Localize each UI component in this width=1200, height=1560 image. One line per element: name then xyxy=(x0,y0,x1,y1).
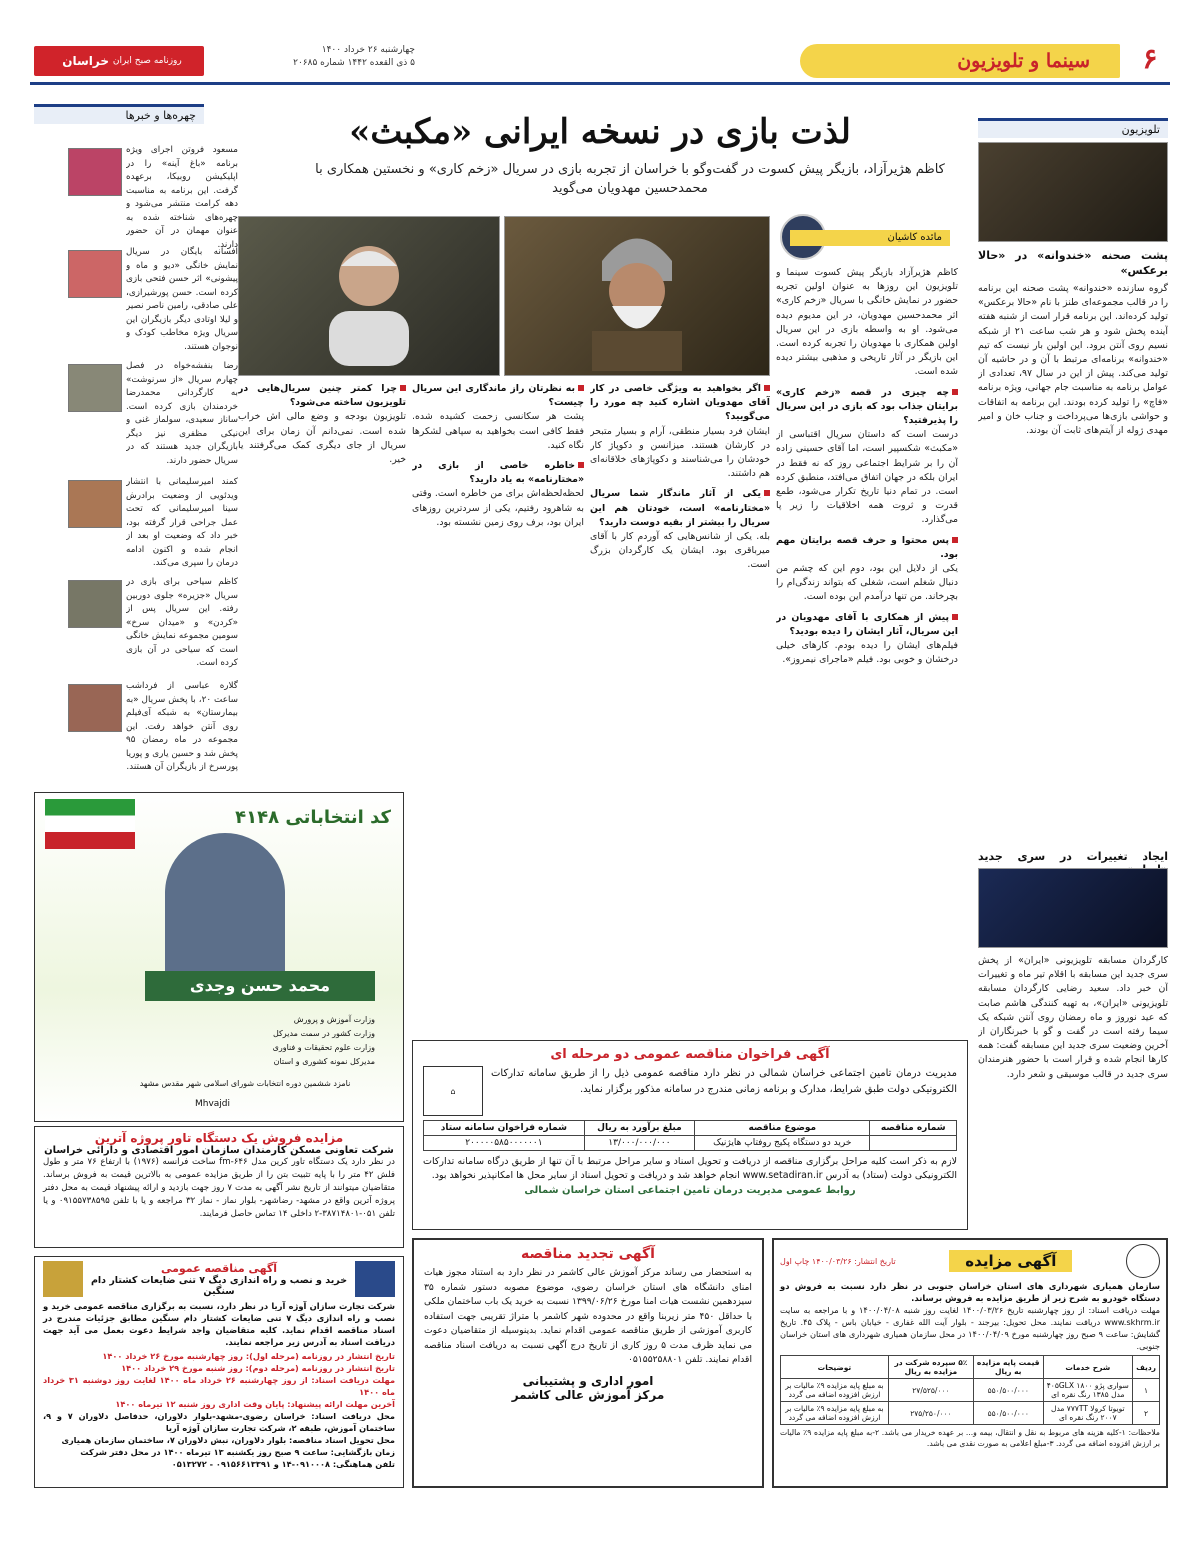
ad-footer: لازم به ذکر است کلیه مراحل برگزاری مناقصه از دریافت و تحویل اسناد و سایر مراحل مرتبط با آن تنها از طریق درگاه سامانه تدارکات الکترونیکی دولت (ستاد) به آدرس www.setadiran.ir انجام خواهد شد و دریافت و تحویل اسناد از سایر محل ها امکانپذیر نخواهد بود. xyxy=(423,1156,957,1181)
ad-note: ملاحظات: ۱-کلیه هزینه های مربوط به نقل و انتقال، بیمه و... بر عهده خریدار می باشد. ۲-به مبلغ پایه مزایده ۹٪ مالیات بر ارزش افزوده اضافه می گردد. ۳-مبلغ اعلامی به صورت نقدی می باشد. xyxy=(780,1428,1160,1448)
table-cell: ۱۳/۰۰۰/۰۰۰/۰۰۰ xyxy=(584,1136,694,1151)
photo-hejirazad-portrait xyxy=(238,216,500,376)
table-cell xyxy=(870,1136,957,1151)
author-name: مائده کاشیان xyxy=(887,232,942,243)
candidate-ad xyxy=(34,792,404,1122)
news-item xyxy=(68,576,238,671)
schedule-line: محل دریافت اسناد: خراسان رضوی-مشهد-بلوار دلاوران، حدفاصل دلاوران ۷ و ۹، ساختمان آموزش، طبقه ۲، شرکت تجارت سازان آوژه آریا xyxy=(43,1411,395,1433)
table-cell: ۲۷۵/۲۵۰/۰۰۰ xyxy=(888,1402,973,1425)
brand-logo xyxy=(34,46,204,76)
answer-text: فیلم‌های ایشان را دیده بودم. کارهای خیلی درخشان و خوبی بود. فیلم «ماجرای نیمروز». xyxy=(776,640,958,666)
schedule-line: تاریخ انتشار در روزنامه (مرحله اول): روز چهارشنبه مورخ ۲۶ خرداد ۱۴۰۰ xyxy=(102,1351,395,1361)
brand-name: خراسان xyxy=(62,54,110,68)
news-item xyxy=(68,246,238,354)
question xyxy=(776,534,958,562)
question-text: چه چیزی در قصه «زخم کاری» برایتان جذاب بود که بازی در این سریال را پذیرفتید؟ xyxy=(776,386,958,427)
answer-text: درست است که داستان سریال اقتباسی از «مکبث» شکسپیر است، اما آقای حسینی زاده آن را بر شرایط اجتماعی روز که نه فقط در ایران بلکه در جهان اتفاق می‌افتد، منطبق کرده است. در تمام دنیا تاریخ تکرار می‌شود، طمع قدرت و ثروت همه اخلاقیات را زیر پا می‌گذارد. xyxy=(776,429,958,526)
news-item-text: کاظم سیاحی برای بازی در سریال «جزیره» جلوی دوربین رفته. این سریال پس از «کردن» و «میدان سرخ» سومین مجموعه نمایش خانگی است که سیاحی در آن بازی کرده است. xyxy=(126,577,238,668)
news-item-text: کمند امیرسلیمانی با انتشار ویدئویی از وضعیت برادرش سینا امیرسلیمانی که تحت عمل جراحی قرار گرفته بود، خبر داد که وضعیت او بعد از انجام شده و اکنون ادامه درمان را سپری می‌کند. xyxy=(126,477,238,568)
table-row xyxy=(781,1379,1160,1402)
question-text: پس محتوا و حرف قصه برایتان مهم بود. xyxy=(776,534,958,560)
ad-signature: روابط عمومی مدیریت درمان تامین اجتماعی استان خراسان شمالی xyxy=(524,1185,856,1196)
table-header: قیمت پایه مزایده به ریال xyxy=(973,1356,1043,1379)
ad-body: شرکت تجارت سازان آوژه آریا در نظر دارد، نسبت به برگزاری مناقصه عمومی خرید و نصب و راه اندازی دیگ ۷ تنی ضایعات کشتار دام سنگین مطابق جزئیات مندرج در اسناد مناقصه اقدام نماید. کلیه متقاضیان واجد شرایط دعوت بعمل می آید جهت دریافت اسناد به آدرس زیر مراجعه نمایند. xyxy=(43,1301,395,1347)
ad-body: مهلت دریافت اسناد: از روز چهارشنبه تاریخ ۱۴۰۰/۰۳/۲۶ لغایت روز شنبه ۱۴۰۰/۰۴/۰۸ و با مراجعه به سایت www.skhrm.ir دریافت نمایند. محل تحویل: بیرجند - بلوار آیت الله غفاری - خیابان باس - پلاک ۴۵. تاریخ گشایش: ساعت ۹ صبح روز چهارشنبه مورخ ۱۴۰۰/۰۴/۰۹ در محل سازمان همیاری شهرداری های استان خراسان جنوبی. xyxy=(780,1305,1160,1351)
page-title: لذت بازی در نسخه ایرانی «مکبث» xyxy=(349,112,851,152)
tamin-tender-ad xyxy=(412,1040,968,1230)
photo-baygan xyxy=(68,250,122,298)
candidate-role: وزارت کشور در سمت مدیرکل xyxy=(272,1029,375,1038)
header-rule xyxy=(30,82,1170,85)
news-item-text: افسانه بایگان در سریال نمایش خانگی «دیو و ماه و پیشونی» اثر حسن فتحی بازی کرده است. حسن پورشیرازی، علی صادقی، رامین ناصر نصیر و لیلا اوتادی دیگر بازیگران این سریال ویژه مخاطب کودک و نوجوان هستند. xyxy=(126,247,238,352)
ad-title: آگهی فراخوان مناقصه عمومی دو مرحله ای xyxy=(550,1047,830,1062)
table-header: شرح خدمات xyxy=(1043,1356,1133,1379)
answer-text: پشت هر سکانسی زحمت کشیده شده. فقط کافی است بخواهید به سپاهی لشکرها نگاه کنید. xyxy=(412,411,584,451)
question xyxy=(590,382,770,425)
mozayede-table xyxy=(780,1355,1160,1425)
left-column-header-text: چهره‌ها و خبرها xyxy=(125,109,196,122)
table-cell: خرید دو دستگاه پکیج روفتاپ هایژنیک xyxy=(695,1136,870,1151)
article-column-4 xyxy=(238,382,406,792)
table-cell: ۱ xyxy=(1133,1379,1160,1402)
right-column-header-text: تلویزیون xyxy=(1121,123,1160,136)
candidate-name: محمد حسن وجدی xyxy=(145,971,375,1001)
story-body: گروه سازنده «خندوانه» پشت صحنه این برنامه را در قالب مجموعه‌ای طنز با نام «حالا برعکس» تولید کرده‌اند. این برنامه قرار است از شنبه هفته آینده پخش شود و هر شب ساعت ۲۱ از شبکه نسیم روی آنتن برود. این اولین بار نیست که تیم «خندوانه» برنامه‌ای مرتبط با آن و در حاشیه آن تولید می‌کند. پیش از این در سال ۹۷، تعدادی از عوامل برنامه به مناسبت جام جهانی، ویژه برنامه «فاچ» را تولید کرده بودند. این برنامه به اتفاقات و حواشی بازی‌ها می‌پرداخت و جناب خان و امیر مهدی ژوله از آیتم‌های ثابت آن بودند. xyxy=(978,283,1168,437)
question-text: پیش از همکاری با آقای مهدویان در این سریال، آثار ایشان را دیده بودید؟ xyxy=(776,611,958,637)
bullet-icon xyxy=(952,614,958,620)
table-row xyxy=(424,1136,957,1151)
bullet-icon xyxy=(952,389,958,395)
photo-khandevaneh xyxy=(978,142,1168,242)
ad-org: سازمان همیاری شهرداری های استان خراسان جنوبی در نظر دارد نسبت به فروش دو دستگاه خودرو به شرح زیر از طریق مزایده به فروش برساند. xyxy=(780,1281,1160,1303)
partner-logo-icon xyxy=(43,1261,83,1297)
news-item-text: گلاره عباسی از فرداشب ساعت ۲۰، با پخش سریال «به بیمارستان» به شبکه آی‌فیلم روی آنتن خواهد رفت. این مجموعه در ماه رمضان ۹۵ پخش شد و حسین یاری و پوریا پورسرخ از بازیگران آن هستند. xyxy=(126,681,238,772)
table-header: شماره فراخوان سامانه ستاد xyxy=(424,1121,585,1136)
answer-text: لحظه‌لحظه‌اش برای من خاطره است. وقتی به شاهرود رفتیم، یکی از سردترین روزهای ایران بود، برف روی زمین نشسته بود. xyxy=(412,488,584,528)
question-text: چرا کمتر چنین سریال‌هایی در تلویزیون ساخته می‌شود؟ xyxy=(238,383,406,409)
question xyxy=(412,382,584,410)
candidate-role: مدیرکل نمونه کشوری و استان xyxy=(273,1057,375,1066)
ad-signature-dept: امور اداری و پشتیبانی xyxy=(522,1373,654,1388)
candidate-handle: Mhvajdi xyxy=(195,1099,231,1109)
bullet-icon xyxy=(764,490,770,496)
ad-org: شرکت تعاونی مسکن کارمندان سازمان امور اقتصادی و دارائی خراسان xyxy=(44,1145,394,1156)
ad-signature-org: مرکز آموزش عالی کاشمر xyxy=(511,1387,665,1402)
answer-text: بله. یکی از شانس‌هایی که آوردم کار با آقای میرباقری بود. ایشان یک کارگردان بزرگ است. xyxy=(590,531,770,571)
photo-banafshehkhah xyxy=(68,364,122,412)
left-column-header xyxy=(34,104,204,124)
bullet-icon xyxy=(578,462,584,468)
bullet-icon xyxy=(952,537,958,543)
page-number: ۶ xyxy=(1142,42,1158,75)
schedule-line: محل تحویل اسناد مناقصه: بلوار دلاوران، نبش دلاوران ۷، ساختمان سازمان همیاری xyxy=(61,1435,395,1445)
ad-body: به استحضار می رساند مرکز آموزش عالی کاشمر در نظر دارد به استناد مجوز هیات امنای دانشگاه های استان خراسان رضوی، موضوع مصوبه دستور شماره ۳۵ سیزدهمین نشست هیات امنا مورخ ۱۳۹۹/۰۶/۲۶ نسبت به خرید یک باب ساختمان ملکی با حداقل ۴۵۰ متر زیربنا واقع در محدوده شهر کاشمر با متراژ تقریبی جهت استفاده کاربری آموزشی از طریق مناقصه عمومی اقدام نماید. بدینوسیله از متقاضیان دعوت می نماید ظرف مدت ۵ روز کاری از تاریخ درج آگهی نسبت به دریافت اسناد مناقصه اقدام نمایند. تلفن ۰۵۱۵۵۲۵۸۸۰۱ xyxy=(424,1267,753,1365)
question xyxy=(590,487,770,530)
article-column-2 xyxy=(590,382,770,792)
question xyxy=(776,386,958,429)
question xyxy=(412,459,584,487)
mozayede-auction-ad xyxy=(772,1238,1168,1488)
question xyxy=(776,611,958,639)
photo-mokhtarnameh-still xyxy=(504,216,770,376)
candidate-photo xyxy=(165,833,285,983)
article-column-3 xyxy=(412,382,584,792)
question xyxy=(238,382,406,410)
candidate-roles xyxy=(125,1013,375,1069)
table-row xyxy=(781,1402,1160,1425)
ad-body: در نظر دارد یک دستگاه تاور کرین مدل fm-۶۴۶ ساخت فرانسه (۱۹۷۶) با ارتفاع ۷۶ متر و طول فلش ۴۲ متر را با پایه تثبیت بتن را از طریق مزایده عمومی به بالاترین قیمت به فروش برساند. متقاضیان میتوانند از تاریخ نشر آگهی به مدت ۷ روز جهت بازدید و ارائه پیشنهاد قیمت به محل دفتر پروژه آترین واقع در مشهد- رضاشهر- بلوار نماز - نماز ۳۲ مراجعه و یا با تلفن ۰۹۱۵۵۷۳۸۵۹۵ و یا تلفن ۰۵۱-۳۸۷۱۴۸۰۱-۲ داخلی ۱۴ تماس حاصل فرمایند. xyxy=(43,1157,395,1219)
news-item xyxy=(68,360,238,468)
photo-iran-contest xyxy=(978,868,1168,948)
ad-schedule xyxy=(43,1350,395,1470)
candidate-role: وزارت آموزش و پرورش xyxy=(293,1015,375,1024)
table-header: موضوع مناقصه xyxy=(695,1121,870,1136)
article-intro: کاظم هژیرآزاد بازیگر پیش کسوت سینما و تلویزیون این روزها به عنوان اولین تجربه حضور در نمایش خانگی با سریال «زخم کاری» اثر محمدحسین مهدویان، در این مدیوم دیده می‌شود. او به واسطه بازی در این سریال اولین همکاری با مهدویان را تجربه کرده است. این بازیگر در آثار تاریخی و مذهبی بیشتر دیده شده است. xyxy=(776,267,958,378)
question-text: یکی از آثار ماندگار شما سریال «مختارنامه» است، خودتان هم این سریال را بیشتر از بقیه دوست دارید؟ xyxy=(590,488,770,528)
ad-title: آگهی مزایده xyxy=(949,1250,1072,1272)
right-column-header xyxy=(978,118,1168,138)
ad-title: آگهی مناقصه عمومی xyxy=(160,1261,278,1275)
company-logo-icon xyxy=(355,1261,395,1297)
tamin-table xyxy=(423,1120,957,1151)
bullet-icon xyxy=(400,385,406,391)
schedule-line: آخرین مهلت ارائه پیشنهاد: پایان وقت اداری روز شنبه ۱۲ تیرماه ۱۴۰۰ xyxy=(115,1399,395,1409)
table-cell: ۵۵۰/۵۰۰/۰۰۰ xyxy=(973,1379,1043,1402)
table-cell: سواری پژو ۴۰۵GLX ۱۸۰۰ مدل ۱۳۸۵ رنگ نقره ای xyxy=(1043,1379,1133,1402)
news-item xyxy=(68,476,238,571)
candidate-role: وزارت علوم تحقیقات و فناوری xyxy=(272,1043,375,1052)
table-cell: ۵۵۰/۵۰۰/۰۰۰ xyxy=(973,1402,1043,1425)
left-column-items xyxy=(34,128,238,778)
table-cell: تویوتا کرولا ۷۷۷TT مدل ۲۰۰۷ رنگ نقره ای xyxy=(1043,1402,1133,1425)
question-text: اگر بخواهید به ویژگی خاصی در کار آقای مهدویان اشاره کنید چه مورد را می‌گویید؟ xyxy=(590,383,770,423)
answer-text: تلویزیون بودجه و وضع مالی اش خراب شده است. نمی‌دانم آن زمان برای این سریال از جای دیگری کمک می‌گرفتند یا خیر. xyxy=(238,411,406,466)
story-body: کارگردان مسابقه تلویزیونی «ایران» از پخش سری جدید این مسابقه با اقلام تیر ماه و تغییرات آن خبر داد. سعید رضایی کارگردان مسابقه تلویزیونی «ایران»، به تهیه کنندگی هاشم صابت که عید نوروز و ماه رمضان روی آنتن شبکه یک سیما رفته است در گفت و گو با خبرنگاران از آخرین وضعیت سری جدید این مسابقه گفت: همه کارها انجام شده و قرار است با حضور هنرمندان سری جدید در قالب موسیقی و شعر دارد. xyxy=(978,955,1168,1080)
schedule-line: مهلت دریافت اسناد: از روز چهارشنبه ۲۶ خرداد ماه ۱۴۰۰ لغایت روز دوشنبه ۳۱ خرداد ماه ۱۴۰۰ xyxy=(43,1375,396,1397)
photo-foroutan xyxy=(68,148,122,196)
bullet-icon xyxy=(578,385,584,391)
question-text: خاطره خاصی از بازی در «مختارنامه» به یاد دارید؟ xyxy=(412,460,584,486)
tower-auction-ad xyxy=(34,1126,404,1248)
tajdid-tender-ad xyxy=(412,1238,764,1488)
date-persian: چهارشنبه ۲۶ خرداد ۱۴۰۰ xyxy=(321,45,415,55)
municipal-logo-icon xyxy=(1126,1244,1160,1278)
photo-sayahi xyxy=(68,580,122,628)
news-item-text: رضا بنفشه‌خواه در فصل چهارم سریال «از سرنوشت» به کارگردانی محمدرضا خردمندان بازی کرده است. ساناز سعیدی، سولماز غنی و نیکی مظفری نیز دیگر بازیگران جدید هستند که در سریال حضور دارند. xyxy=(126,361,238,466)
schedule-line: زمان بازگشایی: ساعت ۹ صبح روز یکشنبه ۱۳ تیرماه ۱۴۰۰ در محل دفتر شرکت xyxy=(80,1447,395,1457)
table-header: مبلغ برآورد به ریال xyxy=(584,1121,694,1136)
character-figure xyxy=(572,221,702,371)
ad-subtitle: خرید و نصب و راه اندازی دیگ ۷ تنی ضایعات کشتار دام سنگین xyxy=(90,1274,348,1297)
news-item xyxy=(68,144,238,252)
table-header: ۵٪ سپرده شرکت در مزایده به ریال xyxy=(888,1356,973,1379)
ad-title: آگهی تجدید مناقصه xyxy=(521,1246,655,1262)
tamin-logo-icon: ⌂ xyxy=(423,1066,483,1116)
news-item xyxy=(68,680,238,775)
dateline xyxy=(215,44,415,70)
answer-text: یکی از دلایل این بود، دوم این که چشم من دنبال شغلم است، شغلی که بتواند زندگی‌ام را بچرخاند. من تنها درآمدم این بوده است. xyxy=(776,563,958,603)
candidate-code: کد انتخاباتی ۴۱۴۸ xyxy=(235,807,391,828)
table-cell: به مبلغ پایه مزایده ۹٪ مالیات بر ارزش افزوده اضافه می گردد xyxy=(781,1402,889,1425)
story-title: ایجاد تغییرات در سری جدید xyxy=(978,850,1168,863)
section-banner xyxy=(800,44,1120,78)
schedule-line: تاریخ انتشار در روزنامه (مرحله دوم): روز شنبه مورخ ۲۹ خرداد ۱۴۰۰ xyxy=(121,1363,395,1373)
table-cell: ۲۷/۵۲۵/۰۰۰ xyxy=(888,1379,973,1402)
flag-icon xyxy=(45,799,135,849)
candidate-note: نامزد ششمین دوره انتخابات شورای اسلامی شهر مقدس مشهد xyxy=(139,1079,351,1088)
date-issue: ۵ ذی القعده ۱۴۴۲ شماره ۲۰۶۸۵ xyxy=(293,58,415,68)
photo-amirsoleimani xyxy=(68,480,122,528)
table-header: شماره مناقصه xyxy=(870,1121,957,1136)
author-tag xyxy=(790,230,950,246)
contact-phone: تلفن هماهنگی: ۰۹۱۰۰۰۸-۱۴ و ۰۹۱۵۶۶۱۳۳۹۱ - ۰۵۱۳۲۷۲ xyxy=(171,1459,395,1469)
story-title: پشت صحنه «خندوانه» در «حالا برعکس» xyxy=(978,249,1168,277)
news-item-text: مسعود فروتن اجرای ویژه برنامه «باغ آینه» را در اپلیکیشن روبیکا، برعهده گرفت. این برنامه به مناسبت دهه کرامت منتشر می‌شود و چهره‌های شناخته شده به عنوان مهمان در آن حضور دارند. xyxy=(126,145,238,250)
question-text: به نظرتان راز ماندگاری این سریال چیست؟ xyxy=(412,383,584,409)
section-title: سینما و تلویزیون xyxy=(957,50,1090,72)
photo-abbasi xyxy=(68,684,122,732)
bullet-icon xyxy=(764,385,770,391)
table-cell: به مبلغ پایه مزایده ۹٪ مالیات بر ارزش افزوده اضافه می گردد xyxy=(781,1379,889,1402)
portrait-figure xyxy=(309,226,429,366)
tavar-tender-ad xyxy=(34,1256,404,1488)
brand-subtitle: روزنامه صبح ایران xyxy=(112,56,182,66)
page-subtitle: کاظم هژیرآزاد، بازیگر پیش کسوت در گفت‌وگو با خراسان از تجربه بازی در سریال «زخم کاری» و نخستین همکاری با محمدحسین مهدویان می‌گوید xyxy=(315,162,945,196)
table-cell: ۲۰۰۰۰۰۵۸۵۰۰۰۰۰۰۱ xyxy=(424,1136,585,1151)
table-cell: ۲ xyxy=(1133,1402,1160,1425)
answer-text: ایشان فرد بسیار منطقی، آرام و بسیار متبحر در کارشان هستند. میزانسن و دکوپاژ کار خودشان را می‌شناسند و دکوپاژهای خلاقانه‌ای هم داشتند. xyxy=(590,425,770,480)
table-header: ردیف xyxy=(1133,1356,1160,1379)
table-header: توضیحات xyxy=(781,1356,889,1379)
ad-date: تاریخ انتشار: ۱۴۰۰/۰۳/۲۶ چاپ اول xyxy=(780,1256,896,1266)
article-column-1 xyxy=(776,266,958,766)
ad-body: مدیریت درمان تامین اجتماعی خراسان شمالی در نظر دارد مناقصه عمومی ذیل را از طریق سامانه تدارکات الکترونیکی دولت طبق شرایط، مدارک و برنامه زمانی مندرج در سامانه مذکور برگزار نماید. xyxy=(491,1068,957,1095)
ad-title: مزایده فروش یک دستگاه تاور پروژه آترین xyxy=(94,1131,344,1145)
